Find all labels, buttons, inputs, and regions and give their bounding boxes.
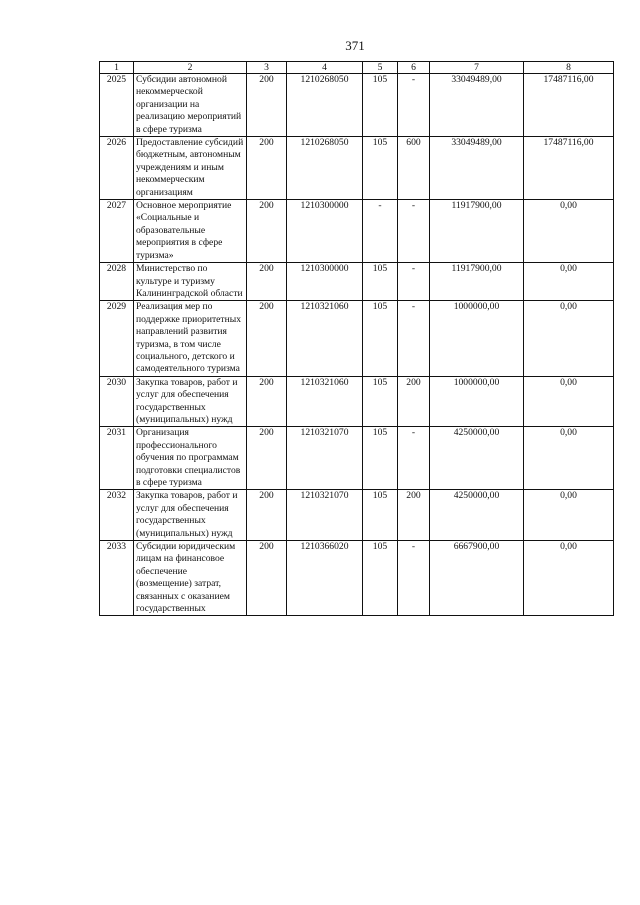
target-article-cell: 1210321060: [287, 376, 363, 427]
ministry-code-cell: 200: [247, 541, 287, 616]
column-header-8: 8: [524, 62, 614, 74]
amount-year-1-cell: 4250000,00: [430, 490, 524, 541]
amount-year-2-cell: 0,00: [524, 490, 614, 541]
expense-type-cell: -: [398, 301, 430, 376]
target-article-cell: 1210321070: [287, 427, 363, 490]
ministry-code-cell: 200: [247, 427, 287, 490]
expense-type-cell: -: [398, 200, 430, 263]
amount-year-2-cell: 0,00: [524, 200, 614, 263]
ministry-code-cell: 200: [247, 301, 287, 376]
target-article-cell: 1210366020: [287, 541, 363, 616]
budget-table: [99, 61, 614, 616]
expense-type-cell: -: [398, 427, 430, 490]
amount-year-2-cell: 0,00: [524, 376, 614, 427]
amount-year-1-cell: 33049489,00: [430, 137, 524, 200]
row-name-cell: Закупка товаров, работ и услуг для обеспечения государственных (муниципальных) нужд: [134, 376, 247, 427]
column-header-5: 5: [363, 62, 398, 74]
target-article-cell: 1210321060: [287, 301, 363, 376]
section-code-cell: 105: [363, 427, 398, 490]
row-number-cell: 2026: [100, 137, 134, 200]
target-article-cell: 1210321070: [287, 490, 363, 541]
row-name-cell: Предоставление субсидий бюджетным, автономным учреждениям и иным некоммерческим организациям: [134, 137, 247, 200]
column-header-3: 3: [247, 62, 287, 74]
ministry-code-cell: 200: [247, 74, 287, 137]
row-number-cell: 2032: [100, 490, 134, 541]
ministry-code-cell: 200: [247, 376, 287, 427]
table-row: [100, 541, 614, 616]
row-number-cell: 2025: [100, 74, 134, 137]
section-code-cell: 105: [363, 490, 398, 541]
section-code-cell: 105: [363, 74, 398, 137]
row-name-cell: Закупка товаров, работ и услуг для обеспечения государственных (муниципальных) нужд: [134, 490, 247, 541]
expense-type-cell: -: [398, 541, 430, 616]
expense-type-cell: 200: [398, 376, 430, 427]
row-number-cell: 2031: [100, 427, 134, 490]
expense-type-cell: -: [398, 74, 430, 137]
amount-year-1-cell: 1000000,00: [430, 376, 524, 427]
amount-year-1-cell: 33049489,00: [430, 74, 524, 137]
expense-type-cell: 200: [398, 490, 430, 541]
section-code-cell: 105: [363, 376, 398, 427]
amount-year-1-cell: 6667900,00: [430, 541, 524, 616]
ministry-code-cell: 200: [247, 490, 287, 541]
column-header-4: 4: [287, 62, 363, 74]
column-header-1: 1: [100, 62, 134, 74]
amount-year-1-cell: 1000000,00: [430, 301, 524, 376]
table-row: [100, 74, 614, 137]
row-number-cell: 2030: [100, 376, 134, 427]
row-number-cell: 2033: [100, 541, 134, 616]
table-row: [100, 376, 614, 427]
target-article-cell: 1210300000: [287, 200, 363, 263]
section-code-cell: -: [363, 200, 398, 263]
ministry-code-cell: 200: [247, 137, 287, 200]
section-code-cell: 105: [363, 541, 398, 616]
amount-year-2-cell: 0,00: [524, 263, 614, 301]
section-code-cell: 105: [363, 263, 398, 301]
column-header-7: 7: [430, 62, 524, 74]
expense-type-cell: 600: [398, 137, 430, 200]
row-number-cell: 2028: [100, 263, 134, 301]
column-header-2: 2: [134, 62, 247, 74]
ministry-code-cell: 200: [247, 200, 287, 263]
amount-year-2-cell: 17487116,00: [524, 137, 614, 200]
page-number: 371: [345, 38, 365, 53]
column-header-6: 6: [398, 62, 430, 74]
section-code-cell: 105: [363, 301, 398, 376]
table-row: [100, 301, 614, 376]
row-name-cell: Основное мероприятие «Социальные и образовательные мероприятия в сфере туризма»: [134, 200, 247, 263]
amount-year-1-cell: 4250000,00: [430, 427, 524, 490]
amount-year-2-cell: 17487116,00: [524, 74, 614, 137]
amount-year-2-cell: 0,00: [524, 427, 614, 490]
table-row: [100, 490, 614, 541]
row-number-cell: 2027: [100, 200, 134, 263]
amount-year-1-cell: 11917900,00: [430, 200, 524, 263]
amount-year-1-cell: 11917900,00: [430, 263, 524, 301]
target-article-cell: 1210268050: [287, 137, 363, 200]
ministry-code-cell: 200: [247, 263, 287, 301]
amount-year-2-cell: 0,00: [524, 541, 614, 616]
row-name-cell: Субсидии автономной некоммерческой организации на реализацию мероприятий в сфере туризма: [134, 74, 247, 137]
table-row: [100, 427, 614, 490]
amount-year-2-cell: 0,00: [524, 301, 614, 376]
table-row: [100, 263, 614, 301]
table-row: [100, 137, 614, 200]
table-row: [100, 200, 614, 263]
row-name-cell: Субсидии юридическим лицам на финансовое обеспечение (возмещение) затрат, связанных с оказанием государственных: [134, 541, 247, 616]
row-name-cell: Министерство по культуре и туризму Калининградской области: [134, 263, 247, 301]
table-body: [100, 74, 614, 616]
row-name-cell: Реализация мер по поддержке приоритетных направлений развития туризма, в том числе социального, детского и самодеятельного туризма: [134, 301, 247, 376]
table-header-row: [100, 62, 614, 74]
row-number-cell: 2029: [100, 301, 134, 376]
target-article-cell: 1210268050: [287, 74, 363, 137]
section-code-cell: 105: [363, 137, 398, 200]
row-name-cell: Организация профессионального обучения по программам подготовки специалистов в сфере туризма: [134, 427, 247, 490]
target-article-cell: 1210300000: [287, 263, 363, 301]
expense-type-cell: -: [398, 263, 430, 301]
